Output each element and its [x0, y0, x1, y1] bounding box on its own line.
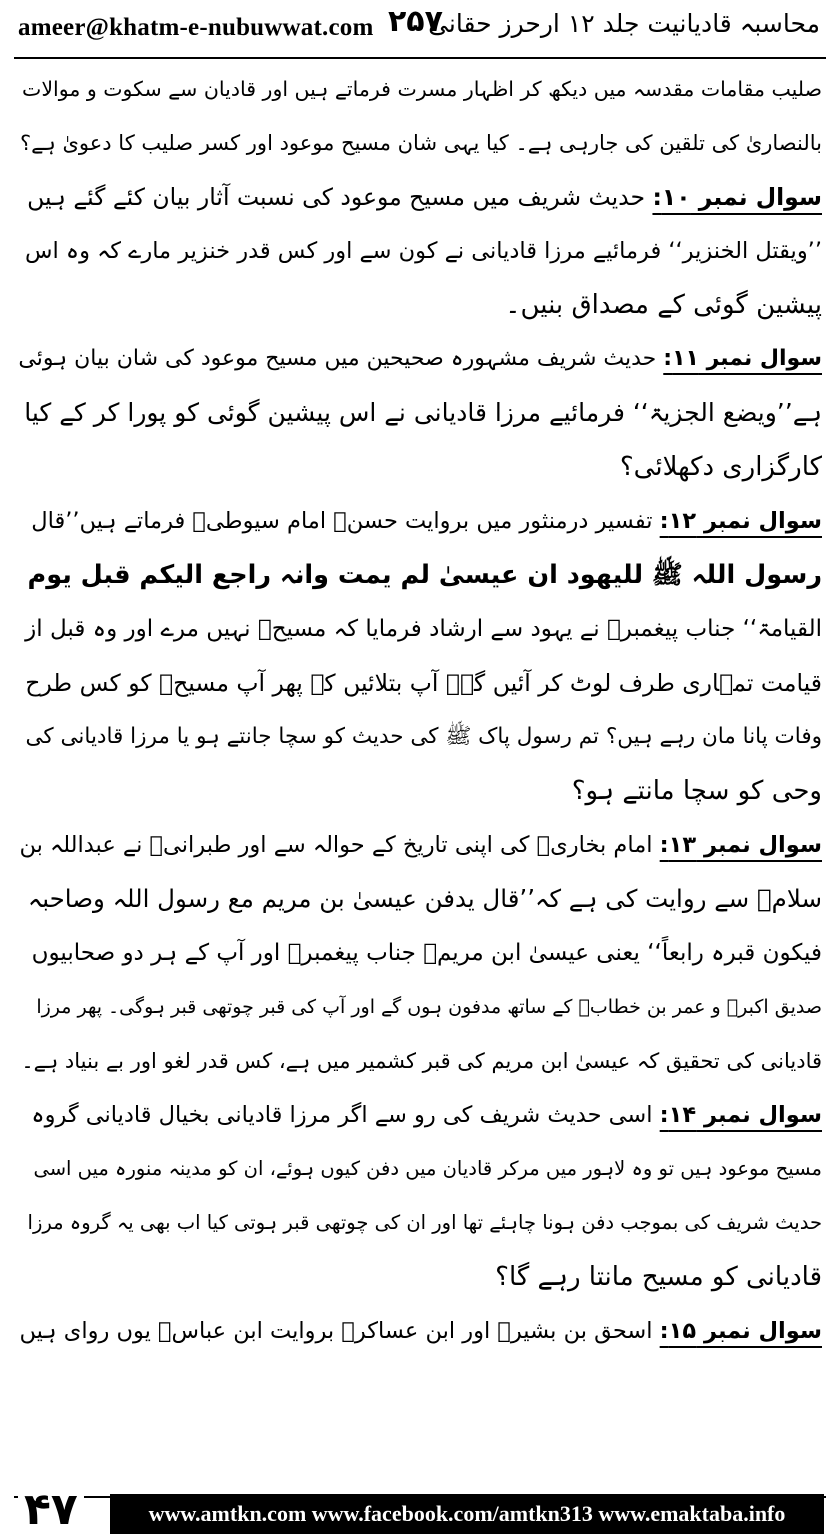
text-line: [18, 62, 822, 116]
text-line: [18, 440, 822, 494]
line-text: تفسیر درمنثور میں بروایت حسنؒ امام سیوطیؒ فرماتے ہیں’’قال: [31, 508, 660, 534]
text-line: [18, 980, 822, 1034]
text-line: [18, 548, 822, 602]
text-line: [18, 926, 822, 980]
line-text: قیامت تمہاری طرف لوٹ کر آئیں گے۔ آپ بتلائیں کہ پھر آپ مسیحؑ کو کس طرح: [25, 669, 822, 697]
text-line: [18, 170, 822, 224]
line-text: حدیث شریف میں مسیح موعود کی نسبت آثار بیان کئے گئے ہیں: [27, 183, 653, 211]
line-text: ہے’’ویضع الجزیۃ‘‘ فرمائیے مرزا قادیانی نے اس پیشین گوئی کو پورا کر کے کیا: [24, 398, 822, 427]
text-line: [18, 386, 822, 440]
question-heading: سوال نمبر ۱۴:: [659, 1102, 822, 1128]
question-heading: سوال نمبر ۱۰:: [652, 183, 822, 211]
line-text: امام بخاریؒ کی اپنی تاریخ کے حوالہ سے اور طبرانیؒ نے عبداللہ بن: [19, 832, 660, 858]
line-text: قادیانی کی تحقیق کہ عیسیٰ ابن مریم کی قبر کشمیر میں ہے، کس قدر لغو اور بے بنیاد ہے۔: [21, 1049, 822, 1073]
text-line: [18, 602, 822, 656]
text-line: [18, 1250, 822, 1304]
line-text: حدیث شریف مشہورہ صحیحین میں مسیح موعود کی شان بیان ہوئی: [18, 346, 664, 371]
footer-links: www.amtkn.com www.facebook.com/amtkn313 www.emaktaba.info: [110, 1494, 824, 1534]
line-text: وحی کو سچا مانتے ہو؟: [571, 776, 822, 806]
line-text: رسول اللہ ﷺ للیھود ان عیسیٰ لم یمت وانہ راجع الیکم قبل یوم: [27, 560, 822, 590]
text-line: [18, 1196, 822, 1250]
line-text: اسحق بن بشیرؒ اور ابن عساکرؒ بروایت ابن عباسؓ یوں روای ہیں: [19, 1318, 660, 1344]
question-heading: سوال نمبر ۱۳:: [659, 832, 822, 858]
text-line: [18, 764, 822, 818]
line-text: فیکون قبرہ رابعاً‘‘ یعنی عیسیٰ ابن مریمؑ جناب پیغمبرؑ اور آپ کے ہر دو صحابیوں: [31, 940, 822, 966]
line-text: القیامۃ‘‘ جناب پیغمبرؑ نے یہود سے ارشاد فرمایا کہ مسیحؑ نہیں مرے اور وہ قبل از: [25, 616, 822, 642]
header-page-number: ۲۵۷: [388, 4, 443, 39]
header-divider: [14, 57, 826, 59]
text-line: [18, 872, 822, 926]
line-text: صدیق اکبرؓ و عمر بن خطابؓ کے ساتھ مدفون ہوں گے اور آپ کی قبر چوتھی قبر ہوگی۔ پھر مرزا: [36, 996, 822, 1018]
line-text: سلامؓ سے روایت کی ہے کہ’’قال یدفن عیسیٰ بن مریم مع رسول اللہ وصاحبہ: [27, 884, 822, 913]
text-line: [18, 656, 822, 710]
text-line: [18, 1034, 822, 1088]
text-line: [18, 1304, 822, 1358]
line-text: اسی حدیث شریف کی رو سے اگر مرزا قادیانی بخیال قادیانی گروہ: [31, 1102, 660, 1128]
line-text: ’’ویقتل الخنزیر‘‘ فرمائیے مرزا قادیانی نے کون سے اور کس قدر خنزیر مارے کہ وہ اس: [25, 238, 822, 264]
line-text: پیشین گوئی کے مصداق بنیں۔: [505, 290, 822, 320]
text-line: [18, 494, 822, 548]
header-book-title: محاسبہ قادیانیت جلد ۱۲ ارحرز حقانی: [428, 9, 820, 38]
line-text: کارگزاری دکھلائی؟: [619, 452, 822, 482]
text-line: [18, 818, 822, 872]
text-line: [18, 116, 822, 170]
question-heading: سوال نمبر ۱۲:: [659, 508, 822, 534]
line-text: مسیح موعود ہیں تو وہ لاہور میں مرکر قادیان میں دفن کیوں ہوئے، ان کو مدینہ منورہ میں اسی: [33, 1157, 822, 1180]
page-footer: [0, 1474, 840, 1540]
text-line: [18, 710, 822, 764]
text-line: [18, 332, 822, 386]
line-text: صلیب مقامات مقدسہ میں دیکھ کر اظہار مسرت فرماتے ہیں اور قادیان سے سکوت و موالات: [22, 77, 822, 101]
line-text: وفات پانا مان رہے ہیں؟ تم رسول پاک ﷺ کی حدیث کو سچا جانتے ہو یا مرزا قادیانی کی: [25, 724, 822, 749]
text-line: [18, 278, 822, 332]
question-heading: سوال نمبر ۱۱:: [663, 346, 822, 371]
line-text: قادیانی کو مسیح مانتا رہے گا؟: [495, 1262, 822, 1292]
text-line: [18, 224, 822, 278]
header-email: ameer@khatm-e-nubuwwat.com: [18, 14, 374, 41]
line-text: بالنصاریٰ کی تلقین کی جارہی ہے۔ کیا یہی شان مسیح موعود اور کسر صلیب کا دعویٰ ہے؟: [20, 131, 822, 155]
text-line: [18, 1088, 822, 1142]
line-text: حدیث شریف کی بموجب دفن ہونا چاہئے تھا اور ان کی چوتھی قبر ہوتی کیا اب بھی یہ گروہ مرزا: [27, 1211, 822, 1234]
question-heading: سوال نمبر ۱۵:: [659, 1318, 822, 1344]
page-body: [18, 62, 822, 1474]
text-line: [18, 1142, 822, 1196]
footer-page-number: ۴۷: [18, 1484, 84, 1535]
page-header: [0, 0, 840, 58]
